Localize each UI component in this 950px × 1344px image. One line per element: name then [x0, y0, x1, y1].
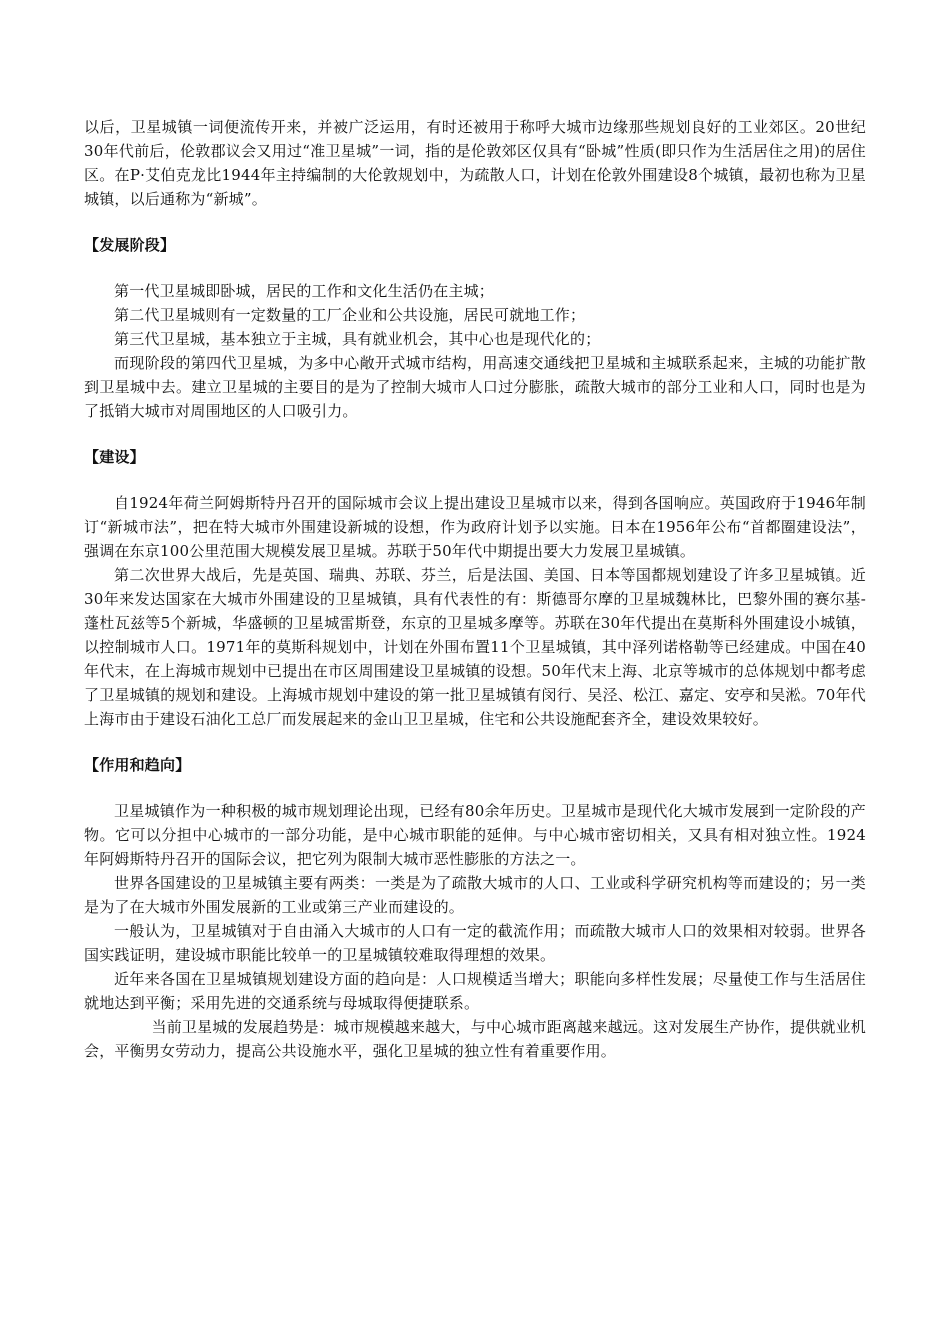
- stages-paragraph-1: 第一代卫星城即卧城，居民的工作和文化生活仍在主城；: [114, 282, 495, 300]
- role-paragraph-1: 卫星城镇作为一种积极的城市规划理论出现，已经有80余年历史。卫星城市是现代化大城市发展到一定阶段的产物。它可以分担中心城市的一部分功能，是中心城市职能的延伸。与中心城市密切相关，又具有相对独立性。1924年阿姆斯特丹召开的国际会议，把它列为限制大城市恶性膨胀的方法之一。: [84, 802, 866, 868]
- heading-development-stages: 【发展阶段】: [84, 236, 176, 254]
- document-page: [84, 115, 866, 1063]
- role-paragraph-5: 当前卫星城的发展趋势是：城市规模越来越大，与中心城市距离越来越远。这对发展生产协作，提供就业机会，平衡男女劳动力，提高公共设施水平，强化卫星城的独立性有着重要作用。: [84, 1018, 866, 1060]
- construction-paragraph-2: 第二次世界大战后，先是英国、瑞典、苏联、芬兰，后是法国、美国、日本等国都规划建设了许多卫星城镇。近30年来发达国家在大城市外围建设的卫星城镇，具有代表性的有：斯德哥尔摩的卫星城魏林比，巴黎外围的赛尔基-蓬杜瓦兹等5个新城，华盛顿的卫星城雷斯登，东京的卫星城多摩等。苏联在30年代提出在莫斯科外围建设小城镇，以控制城市人口。1971年的莫斯科规划中，计划在外围布置11个卫星城镇，其中泽列诺格勒等已经建成。中国在40年代末，在上海城市规划中已提出在市区周围建设卫星城镇的设想。50年代末上海、北京等城市的总体规划中都考虑了卫星城镇的规划和建设。上海城市规划中建设的第一批卫星城镇有闵行、吴泾、松江、嘉定、安亭和吴淞。70年代上海市由于建设石油化工总厂而发展起来的金山卫卫星城，住宅和公共设施配套齐全，建设效果较好。: [84, 566, 866, 728]
- intro-paragraph: 以后，卫星城镇一词便流传开来，并被广泛运用，有时还被用于称呼大城市边缘那些规划良好的工业郊区。20世纪30年代前后，伦敦郡议会又用过“准卫星城”一词，指的是伦敦郊区仅具有“卧城”性质(即只作为生活居住之用)的居住区。在P·艾伯克龙比1944年主持编制的大伦敦规划中，为疏散人口，计划在伦敦外围建设8个城镇，最初也称为卫星城镇，以后通称为“新城”。: [84, 118, 866, 208]
- role-paragraph-2: 世界各国建设的卫星城镇主要有两类：一类是为了疏散大城市的人口、工业或科学研究机构等而建设的；另一类是为了在大城市外围发展新的工业或第三产业而建设的。: [84, 874, 866, 916]
- stages-paragraph-3: 第三代卫星城，基本独立于主城，具有就业机会，其中心也是现代化的；: [114, 330, 601, 348]
- stages-paragraph-2: 第二代卫星城则有一定数量的工厂企业和公共设施，居民可就地工作；: [114, 306, 586, 324]
- role-paragraph-3: 一般认为，卫星城镇对于自由涌入大城市的人口有一定的截流作用；而疏散大城市人口的效果相对较弱。世界各国实践证明，建设城市职能比较单一的卫星城镇较难取得理想的效果。: [84, 922, 866, 964]
- role-paragraph-4: 近年来各国在卫星城镇规划建设方面的趋向是：人口规模适当增大；职能向多样性发展；尽量使工作与生活居住就地达到平衡；采用先进的交通系统与母城取得便捷联系。: [84, 970, 866, 1012]
- construction-paragraph-1: 自1924年荷兰阿姆斯特丹召开的国际城市会议上提出建设卫星城市以来，得到各国响应。英国政府于1946年制订“新城市法”，把在特大城市外围建设新城的设想，作为政府计划予以实施。日本在1956年公布“首都圈建设法”，强调在东京100公里范围大规模发展卫星城。苏联于50年代中期提出要大力发展卫星城镇。: [84, 494, 866, 560]
- role-section: [84, 799, 866, 1063]
- intro-section: [84, 115, 866, 211]
- heading-role-and-trends: 【作用和趋向】: [84, 756, 191, 774]
- construction-section: [84, 491, 866, 731]
- stages-section: [84, 279, 866, 423]
- heading-construction: 【建设】: [84, 448, 145, 466]
- stages-paragraph-4: 而现阶段的第四代卫星城，为多中心敞开式城市结构，用高速交通线把卫星城和主城联系起来，主城的功能扩散到卫星城中去。建立卫星城的主要目的是为了控制大城市人口过分膨胀，疏散大城市的部分工业和人口，同时也是为了抵销大城市对周围地区的人口吸引力。: [84, 354, 866, 420]
